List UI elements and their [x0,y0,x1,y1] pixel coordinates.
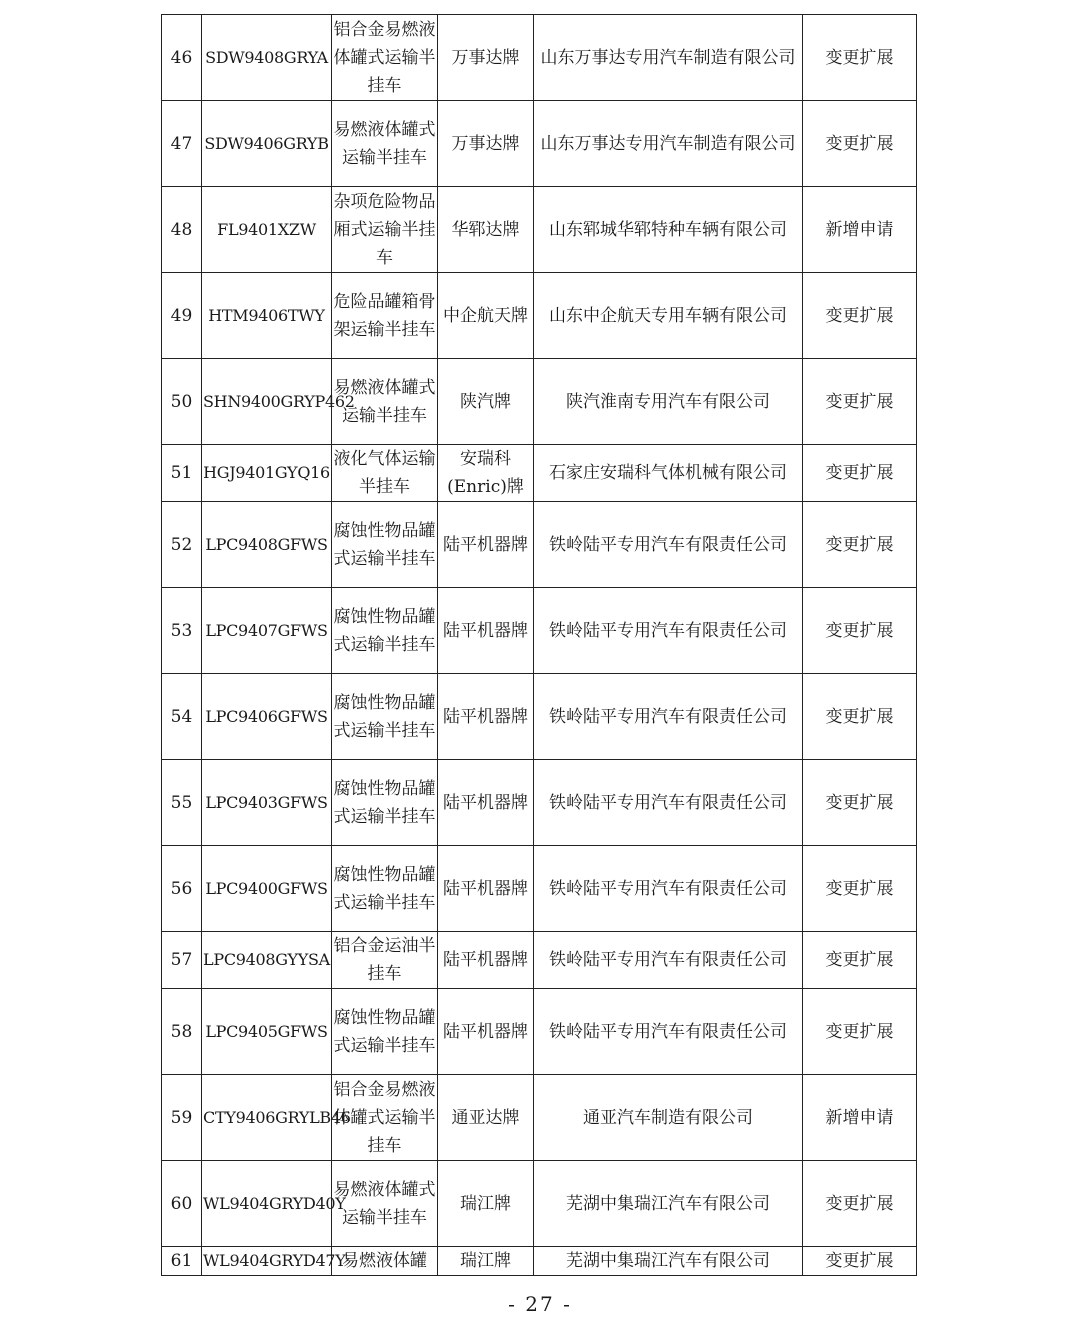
cell-number: 47 [162,101,202,187]
cell-model: LPC9408GFWS [202,502,332,588]
table-row [162,1161,917,1247]
table-row [162,359,917,445]
cell-application-type: 变更扩展 [803,588,917,674]
cell-company: 陕汽淮南专用汽车有限公司 [534,359,803,445]
cell-model: LPC9407GFWS [202,588,332,674]
vehicle-table-body [162,15,917,1276]
cell-brand: 陕汽牌 [438,359,534,445]
cell-application-type: 变更扩展 [803,359,917,445]
cell-brand: 瑞江牌 [438,1247,534,1276]
cell-vehicle-name: 腐蚀性物品罐式运输半挂车 [332,846,438,932]
cell-number: 46 [162,15,202,101]
cell-brand: 安瑞科(Enric)牌 [438,445,534,502]
cell-company: 通亚汽车制造有限公司 [534,1075,803,1161]
cell-number: 57 [162,932,202,989]
cell-application-type: 新增申请 [803,187,917,273]
table-row [162,273,917,359]
cell-application-type: 变更扩展 [803,1161,917,1247]
cell-company: 山东万事达专用汽车制造有限公司 [534,15,803,101]
cell-vehicle-name: 腐蚀性物品罐式运输半挂车 [332,674,438,760]
cell-number: 54 [162,674,202,760]
cell-vehicle-name: 危险品罐箱骨架运输半挂车 [332,273,438,359]
cell-number: 58 [162,989,202,1075]
cell-number: 55 [162,760,202,846]
table-row [162,588,917,674]
cell-brand: 万事达牌 [438,101,534,187]
cell-model: LPC9406GFWS [202,674,332,760]
cell-model: LPC9403GFWS [202,760,332,846]
cell-company: 石家庄安瑞科气体机械有限公司 [534,445,803,502]
vehicle-table [161,14,917,1276]
table-row [162,989,917,1075]
page-number: - 27 - [508,1292,572,1316]
cell-application-type: 变更扩展 [803,674,917,760]
cell-application-type: 变更扩展 [803,1247,917,1276]
cell-application-type: 变更扩展 [803,502,917,588]
cell-company: 芜湖中集瑞江汽车有限公司 [534,1247,803,1276]
table-row [162,1247,917,1276]
cell-vehicle-name: 铝合金易燃液体罐式运输半挂车 [332,1075,438,1161]
cell-brand: 万事达牌 [438,15,534,101]
cell-company: 铁岭陆平专用汽车有限责任公司 [534,989,803,1075]
cell-vehicle-name: 腐蚀性物品罐式运输半挂车 [332,989,438,1075]
table-row [162,502,917,588]
cell-number: 61 [162,1247,202,1276]
cell-brand: 通亚达牌 [438,1075,534,1161]
table-row [162,932,917,989]
cell-company: 山东万事达专用汽车制造有限公司 [534,101,803,187]
cell-vehicle-name: 液化气体运输半挂车 [332,445,438,502]
cell-brand: 陆平机器牌 [438,502,534,588]
table-row [162,1075,917,1161]
cell-company: 芜湖中集瑞江汽车有限公司 [534,1161,803,1247]
cell-number: 59 [162,1075,202,1161]
cell-model: SDW9406GRYB [202,101,332,187]
cell-application-type: 变更扩展 [803,846,917,932]
cell-vehicle-name: 腐蚀性物品罐式运输半挂车 [332,588,438,674]
table-row [162,101,917,187]
cell-vehicle-name: 易燃液体罐式运输半挂车 [332,1161,438,1247]
cell-brand: 华郓达牌 [438,187,534,273]
cell-application-type: 变更扩展 [803,273,917,359]
cell-application-type: 变更扩展 [803,445,917,502]
cell-vehicle-name: 杂项危险物品厢式运输半挂车 [332,187,438,273]
table-row [162,760,917,846]
cell-brand: 中企航天牌 [438,273,534,359]
cell-number: 51 [162,445,202,502]
cell-model: LPC9400GFWS [202,846,332,932]
cell-brand: 陆平机器牌 [438,846,534,932]
cell-model: LPC9405GFWS [202,989,332,1075]
cell-company: 山东中企航天专用车辆有限公司 [534,273,803,359]
table-row [162,445,917,502]
cell-model: SHN9400GRYP462 [202,359,332,445]
cell-company: 铁岭陆平专用汽车有限责任公司 [534,502,803,588]
cell-application-type: 变更扩展 [803,989,917,1075]
cell-vehicle-name: 易燃液体罐式运输半挂车 [332,101,438,187]
cell-model: CTY9406GRYLB46 [202,1075,332,1161]
cell-company: 铁岭陆平专用汽车有限责任公司 [534,588,803,674]
cell-vehicle-name: 易燃液体罐 [332,1247,438,1276]
cell-company: 铁岭陆平专用汽车有限责任公司 [534,932,803,989]
cell-number: 49 [162,273,202,359]
cell-application-type: 变更扩展 [803,760,917,846]
cell-model: HTM9406TWY [202,273,332,359]
cell-model: FL9401XZW [202,187,332,273]
cell-vehicle-name: 腐蚀性物品罐式运输半挂车 [332,502,438,588]
table-row [162,846,917,932]
cell-brand: 瑞江牌 [438,1161,534,1247]
cell-brand: 陆平机器牌 [438,989,534,1075]
cell-application-type: 新增申请 [803,1075,917,1161]
cell-company: 铁岭陆平专用汽车有限责任公司 [534,674,803,760]
cell-model: SDW9408GRYA [202,15,332,101]
cell-brand: 陆平机器牌 [438,760,534,846]
cell-brand: 陆平机器牌 [438,674,534,760]
cell-model: WL9404GRYD40Y [202,1161,332,1247]
cell-vehicle-name: 腐蚀性物品罐式运输半挂车 [332,760,438,846]
table-row [162,674,917,760]
cell-application-type: 变更扩展 [803,15,917,101]
cell-model: WL9404GRYD47Y [202,1247,332,1276]
cell-company: 山东郓城华郓特种车辆有限公司 [534,187,803,273]
cell-number: 50 [162,359,202,445]
cell-model: LPC9408GYYSA [202,932,332,989]
cell-number: 60 [162,1161,202,1247]
table-row [162,15,917,101]
cell-company: 铁岭陆平专用汽车有限责任公司 [534,846,803,932]
cell-application-type: 变更扩展 [803,932,917,989]
cell-brand: 陆平机器牌 [438,588,534,674]
cell-brand: 陆平机器牌 [438,932,534,989]
cell-application-type: 变更扩展 [803,101,917,187]
cell-company: 铁岭陆平专用汽车有限责任公司 [534,760,803,846]
cell-model: HGJ9401GYQ16 [202,445,332,502]
table-row [162,187,917,273]
cell-vehicle-name: 易燃液体罐式运输半挂车 [332,359,438,445]
cell-number: 56 [162,846,202,932]
cell-number: 52 [162,502,202,588]
cell-number: 48 [162,187,202,273]
cell-number: 53 [162,588,202,674]
cell-vehicle-name: 铝合金易燃液体罐式运输半挂车 [332,15,438,101]
cell-vehicle-name: 铝合金运油半挂车 [332,932,438,989]
